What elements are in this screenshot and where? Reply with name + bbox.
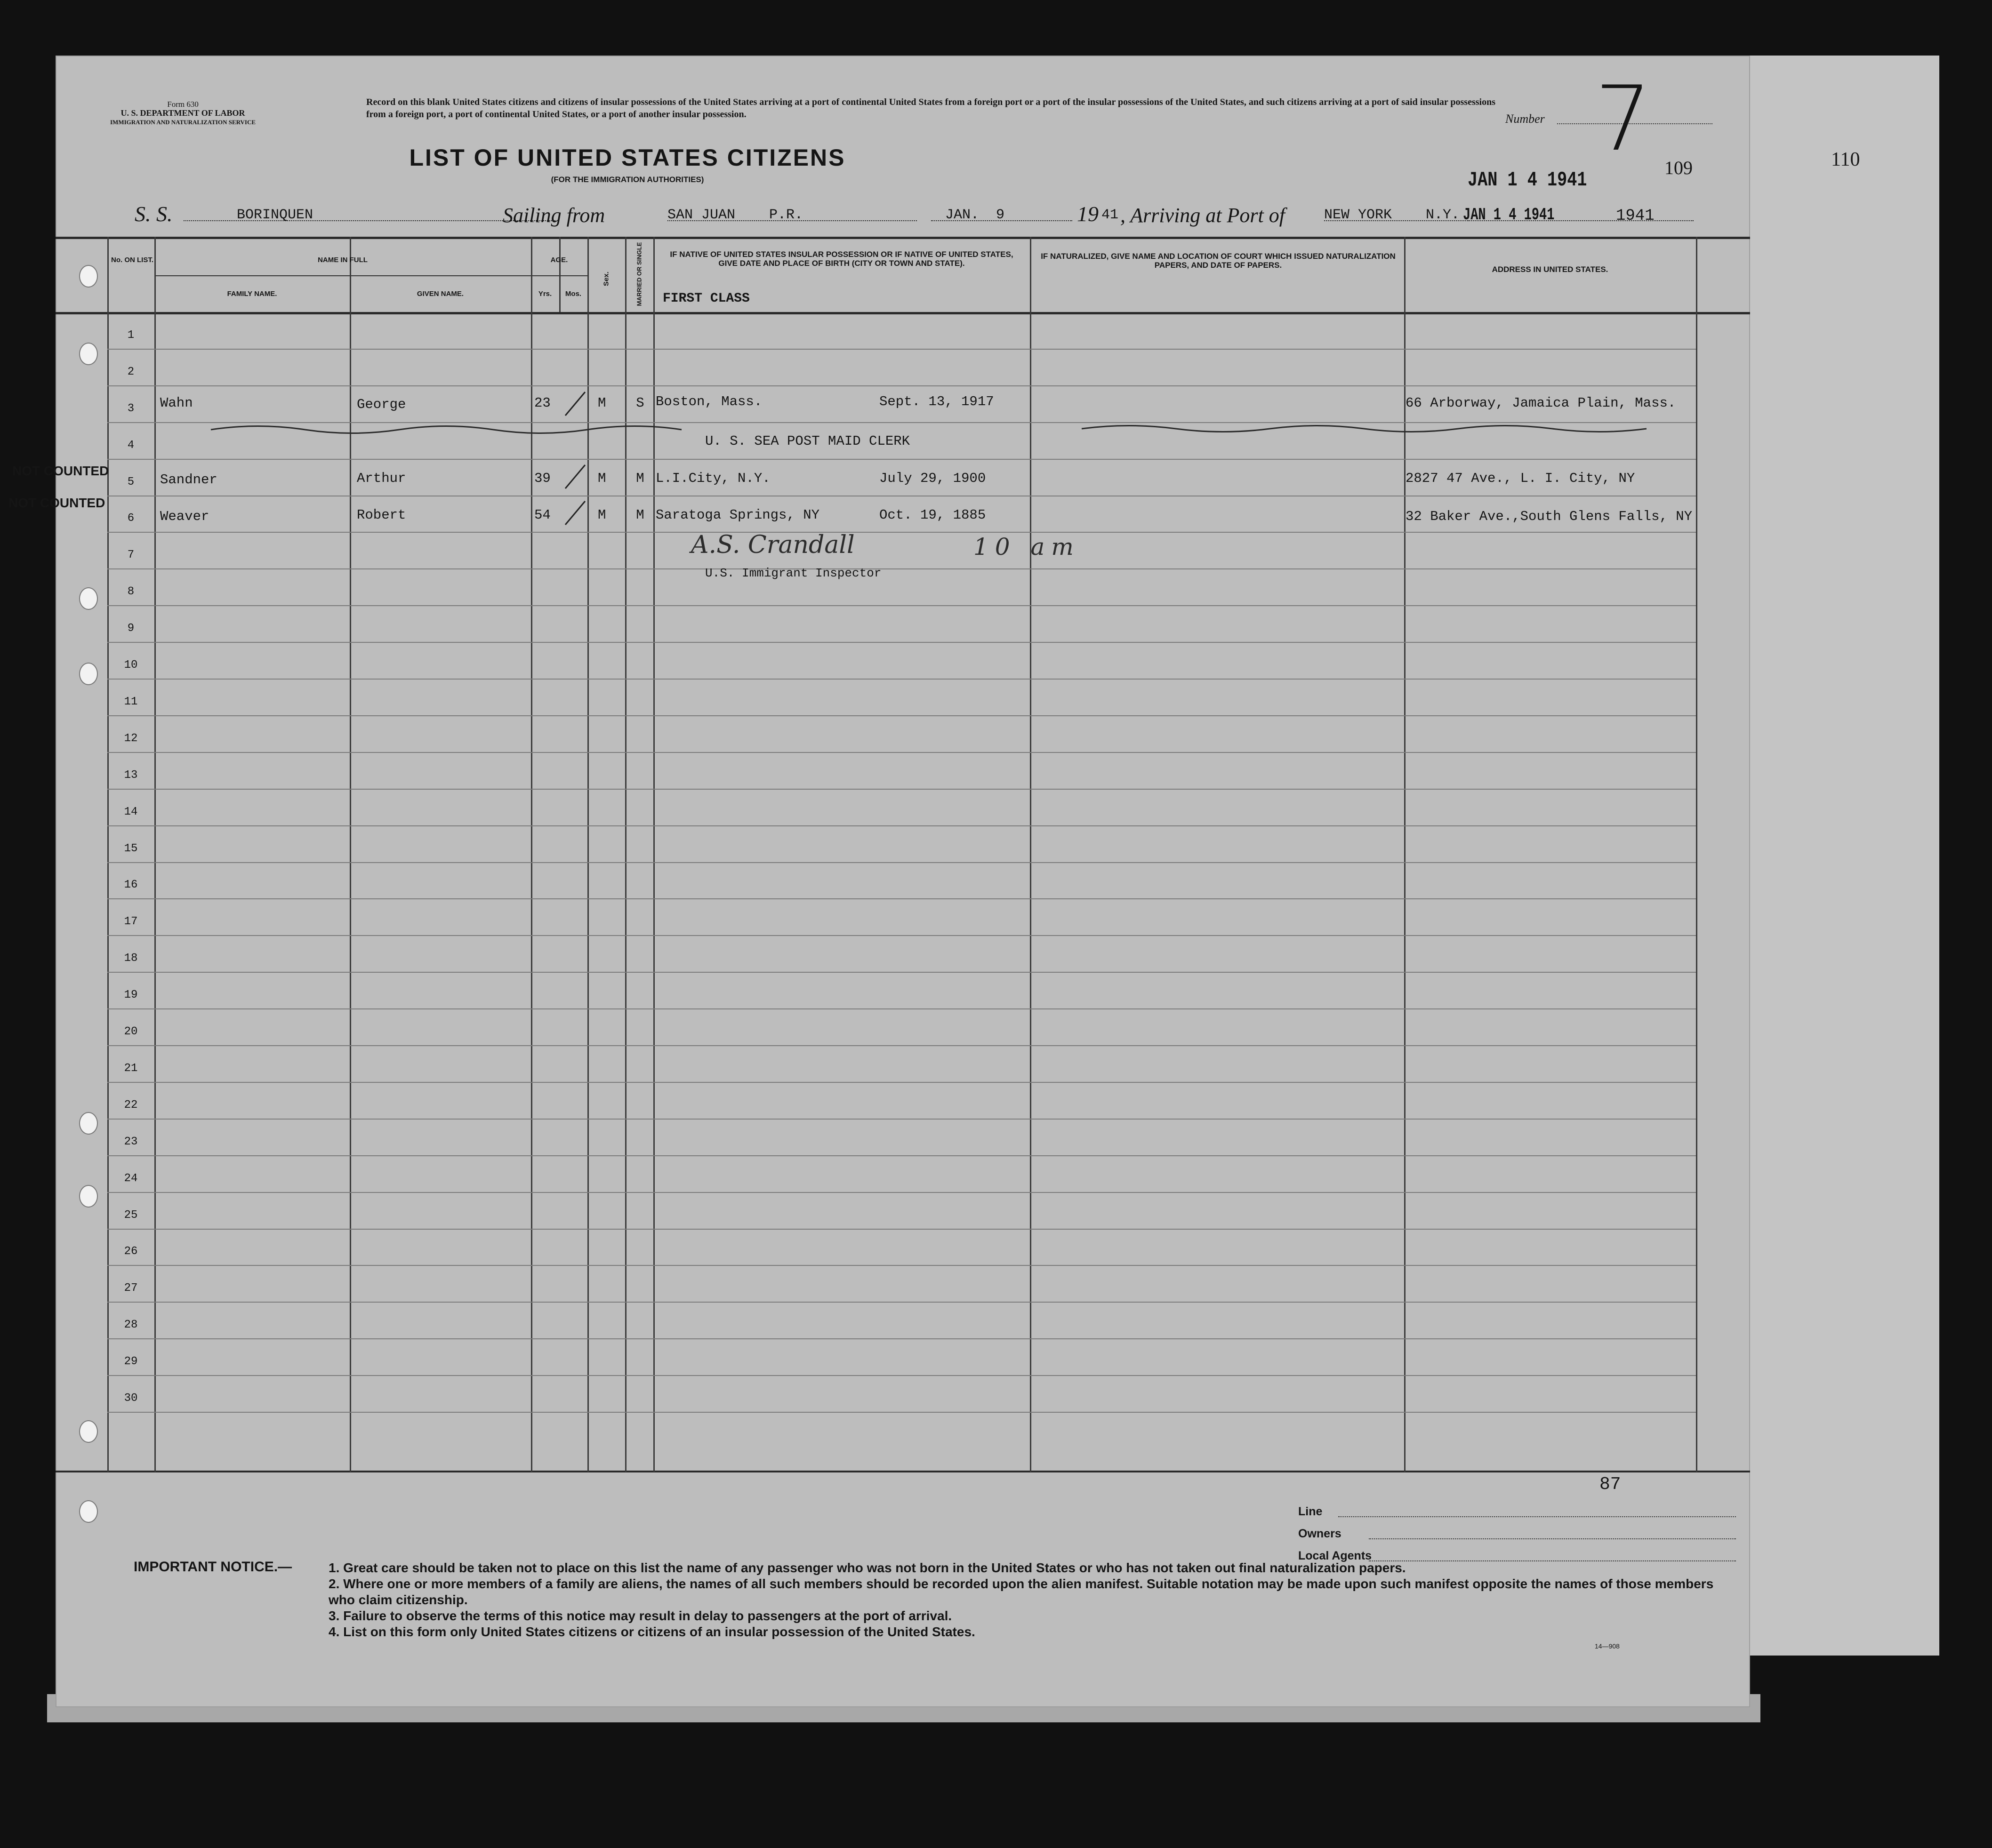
p3-yrs: 54 <box>534 507 551 523</box>
row-number: 9 <box>127 622 135 635</box>
row-rule <box>107 862 1696 863</box>
p3-status: M <box>636 507 644 523</box>
row-rule <box>107 1375 1696 1376</box>
row-number: 23 <box>124 1136 138 1148</box>
class-note: FIRST CLASS <box>663 291 750 306</box>
row-number: 17 <box>124 915 138 928</box>
notice-heading: IMPORTANT NOTICE.— <box>134 1559 292 1575</box>
p1-family: Wahn <box>160 395 193 411</box>
row-number: 1 <box>127 329 135 342</box>
row-number: 22 <box>124 1099 138 1112</box>
owners-label: Owners <box>1298 1527 1341 1540</box>
passenger-table <box>8 237 1750 1472</box>
row-rule <box>107 1119 1696 1120</box>
row-number: 12 <box>124 732 138 745</box>
page-title: LIST OF UNITED STATES CITIZENS <box>409 144 846 171</box>
arrival-date-fill-line <box>1468 220 1694 221</box>
year-suffix: 41 <box>1101 207 1119 223</box>
form-instructions: Record on this blank United States citizens and citizens of insular possessions of the United States arriving at a port of continental United States from a foreign port or a port of the insular possessions of the United States, and such citizens arriving at a port of said insular possessions from a foreign port, a port of continental United States, or a port of another insular possession. <box>366 97 1495 120</box>
p3-family: Weaver <box>160 509 209 524</box>
col-line-end <box>1696 237 1697 1472</box>
header-mos: Mos. <box>565 290 582 298</box>
row-number: 24 <box>124 1172 138 1185</box>
row-number: 13 <box>124 769 138 782</box>
table-bottom-border <box>56 1471 1750 1472</box>
binder-hole <box>79 1112 98 1135</box>
row-rule <box>107 679 1696 680</box>
p1-birth-date: Sept. 13, 1917 <box>879 394 994 409</box>
inspector-title: U.S. Immigrant Inspector <box>705 566 882 580</box>
row-number: 5 <box>127 476 135 488</box>
row-rule <box>107 1412 1696 1413</box>
from-port: SAN JUAN P.R. <box>667 207 803 223</box>
row-number: 11 <box>124 696 138 708</box>
handwritten-number: 7 <box>1595 67 1652 171</box>
row-number: 6 <box>127 512 135 525</box>
p1-yrs: 23 <box>534 395 551 411</box>
p3-given: Robert <box>357 507 406 523</box>
header-married-single: MARRIED OR SINGLE <box>635 242 643 306</box>
row-rule <box>107 752 1696 753</box>
arrival-port: NEW YORK N.Y. <box>1324 207 1460 223</box>
header-family-name: FAMILY NAME. <box>227 290 277 298</box>
owners-fill <box>1369 1538 1736 1539</box>
arrival-year: 1941 <box>1616 207 1655 225</box>
page-number: 109 <box>1664 157 1693 178</box>
row-rule <box>107 1008 1696 1009</box>
form-identifier <box>110 100 256 127</box>
row-number: 10 <box>124 659 138 672</box>
line-fill <box>1338 1516 1736 1517</box>
col-line-mos <box>559 237 561 312</box>
row-number: 7 <box>127 549 135 561</box>
notice-1: 1. Great care should be taken not to place on this list the name of any passenger who was not born in the United States or who has not taken out final naturalization papers. <box>329 1560 1406 1575</box>
row-rule <box>107 715 1696 716</box>
p2-yrs: 39 <box>534 471 551 486</box>
notice-3: 3. Failure to observe the terms of this notice may result in delay to passengers at the port of arrival. <box>329 1608 952 1623</box>
notice-4: 4. List on this form only United States citizens or citizens of an insular possession of the United States. <box>329 1624 975 1639</box>
p2-birth-place: L.I.City, N.Y. <box>656 471 771 486</box>
sail-date: JAN. 9 <box>945 207 1005 223</box>
row-rule <box>107 459 1696 460</box>
row-rule <box>107 789 1696 790</box>
row-number: 20 <box>124 1025 138 1038</box>
binder-hole <box>79 265 98 288</box>
total-count: 87 <box>1599 1474 1621 1495</box>
department-name: U. S. DEPARTMENT OF LABOR <box>120 108 245 118</box>
binder-hole <box>79 1500 98 1523</box>
header-given-name: GIVEN NAME. <box>417 290 464 298</box>
arriving-label: , Arriving at Port of <box>1120 204 1285 227</box>
sea-post-note: U. S. SEA POST MAID CLERK <box>705 433 910 449</box>
row-rule <box>107 935 1696 936</box>
row-rule <box>107 385 1696 386</box>
sailing-label: Sailing from <box>503 204 605 227</box>
row-rule <box>107 605 1696 606</box>
p2-given: Arthur <box>357 471 406 486</box>
row-number: 15 <box>124 842 138 855</box>
binder-hole <box>79 1420 98 1443</box>
binder-hole <box>79 663 98 685</box>
ship-name: BORINQUEN <box>237 207 313 223</box>
notice-2: 2. Where one or more members of a family are aliens, the names of all such members should be recorded upon the alien manifest. Suitable notation may be made upon such manifest opposite the names of those members who claim citizenship. <box>329 1576 1714 1607</box>
row-number: 21 <box>124 1062 138 1075</box>
row-number: 3 <box>127 402 135 415</box>
header-name-in-full: NAME IN FULL <box>318 256 368 264</box>
header-age: AGE. <box>550 256 568 264</box>
row-rule <box>107 1229 1696 1230</box>
number-label: Number <box>1505 112 1545 126</box>
header-birth: IF NATIVE OF UNITED STATES INSULAR POSSESSION OR IF NATIVE OF UNITED STATES, GIVE DATE AND PLACE OF BIRTH (CITY OR TOWN AND STATE). <box>670 250 1013 268</box>
row-number: 28 <box>124 1319 138 1331</box>
row-number: 27 <box>124 1282 138 1295</box>
page-subtitle: (FOR THE IMMIGRATION AUTHORITIES) <box>551 175 704 184</box>
row-number: 2 <box>127 366 135 378</box>
p3-birth-place: Saratoga Springs, NY <box>656 507 820 523</box>
inspector-signature: A.S. Crandall <box>691 531 855 559</box>
p1-given: George <box>357 397 406 412</box>
not-counted-note-2: NOT COUNTED <box>8 496 105 510</box>
row-number: 30 <box>124 1392 138 1405</box>
form-number: Form 630 <box>167 100 199 109</box>
row-number: 26 <box>124 1245 138 1258</box>
row-number: 16 <box>124 879 138 891</box>
p2-birth-date: July 29, 1900 <box>879 471 986 486</box>
p2-family: Sandner <box>160 472 217 488</box>
row-rule <box>107 1045 1696 1046</box>
arrival-date-stamp: JAN 1 4 1941 <box>1463 205 1555 224</box>
p1-address: 66 Arborway, Jamaica Plain, Mass. <box>1406 395 1676 411</box>
agents-label: Local Agents <box>1298 1549 1372 1562</box>
age-tick-marks <box>562 387 590 528</box>
binder-hole <box>79 1185 98 1208</box>
row-rule <box>107 825 1696 826</box>
row-rule <box>107 1338 1696 1339</box>
print-code: 14—908 <box>1595 1642 1620 1650</box>
header-bottom-border <box>56 312 1750 314</box>
date-stamp: JAN 1 4 1941 <box>1468 168 1587 192</box>
p1-birth-place: Boston, Mass. <box>656 394 763 409</box>
row-rule <box>107 1302 1696 1303</box>
p3-sex: M <box>598 507 606 523</box>
p3-birth-date: Oct. 19, 1885 <box>879 507 986 523</box>
row-number: 19 <box>124 989 138 1001</box>
row-rule <box>107 568 1696 569</box>
row-rule <box>107 972 1696 973</box>
row-number: 4 <box>127 439 135 452</box>
row-rule <box>107 898 1696 899</box>
binder-hole <box>79 587 98 610</box>
row-number: 25 <box>124 1209 138 1222</box>
service-name: IMMIGRATION AND NATURALIZATION SERVICE <box>110 119 256 126</box>
row-number: 29 <box>124 1355 138 1368</box>
strike-wave <box>211 420 1670 439</box>
header-naturalized: IF NATURALIZED, GIVE NAME AND LOCATION OF COURT WHICH ISSUED NATURALIZATION PAPERS, AND DATE OF PAPERS. <box>1041 252 1396 270</box>
row-rule <box>107 1155 1696 1156</box>
signature-time: 10 am <box>973 533 1080 560</box>
row-number: 18 <box>124 952 138 965</box>
not-counted-note-1: NOT COUNTED <box>12 464 109 478</box>
row-rule <box>107 1265 1696 1266</box>
underlying-sheet <box>1742 56 1939 1656</box>
p2-status: M <box>636 471 644 486</box>
p1-status: S <box>636 395 644 411</box>
header-yrs: Yrs. <box>538 290 552 298</box>
header-address: ADDRESS IN UNITED STATES. <box>1492 265 1608 274</box>
header-no-on-list: No. ON LIST. <box>111 256 153 264</box>
name-header-rule <box>154 275 587 276</box>
p1-sex: M <box>598 395 606 411</box>
header-sex: Sex. <box>602 272 610 286</box>
row-number: 14 <box>124 806 138 818</box>
row-rule <box>107 1192 1696 1193</box>
year-prefix: 19 <box>1077 202 1099 226</box>
p2-sex: M <box>598 471 606 486</box>
row-rule <box>107 1082 1696 1083</box>
binder-hole <box>79 343 98 365</box>
table-top-border <box>56 237 1750 239</box>
next-page-number: 110 <box>1831 149 1860 170</box>
row-rule <box>107 349 1696 350</box>
row-rule <box>107 642 1696 643</box>
ss-label: S. S. <box>135 202 173 226</box>
p3-address: 32 Baker Ave.,South Glens Falls, NY <box>1406 509 1693 524</box>
line-label: Line <box>1298 1505 1323 1518</box>
row-rule <box>107 532 1696 533</box>
manifest-page <box>8 56 1750 1707</box>
row-number: 8 <box>127 585 135 598</box>
p2-address: 2827 47 Ave., L. I. City, NY <box>1406 471 1635 486</box>
